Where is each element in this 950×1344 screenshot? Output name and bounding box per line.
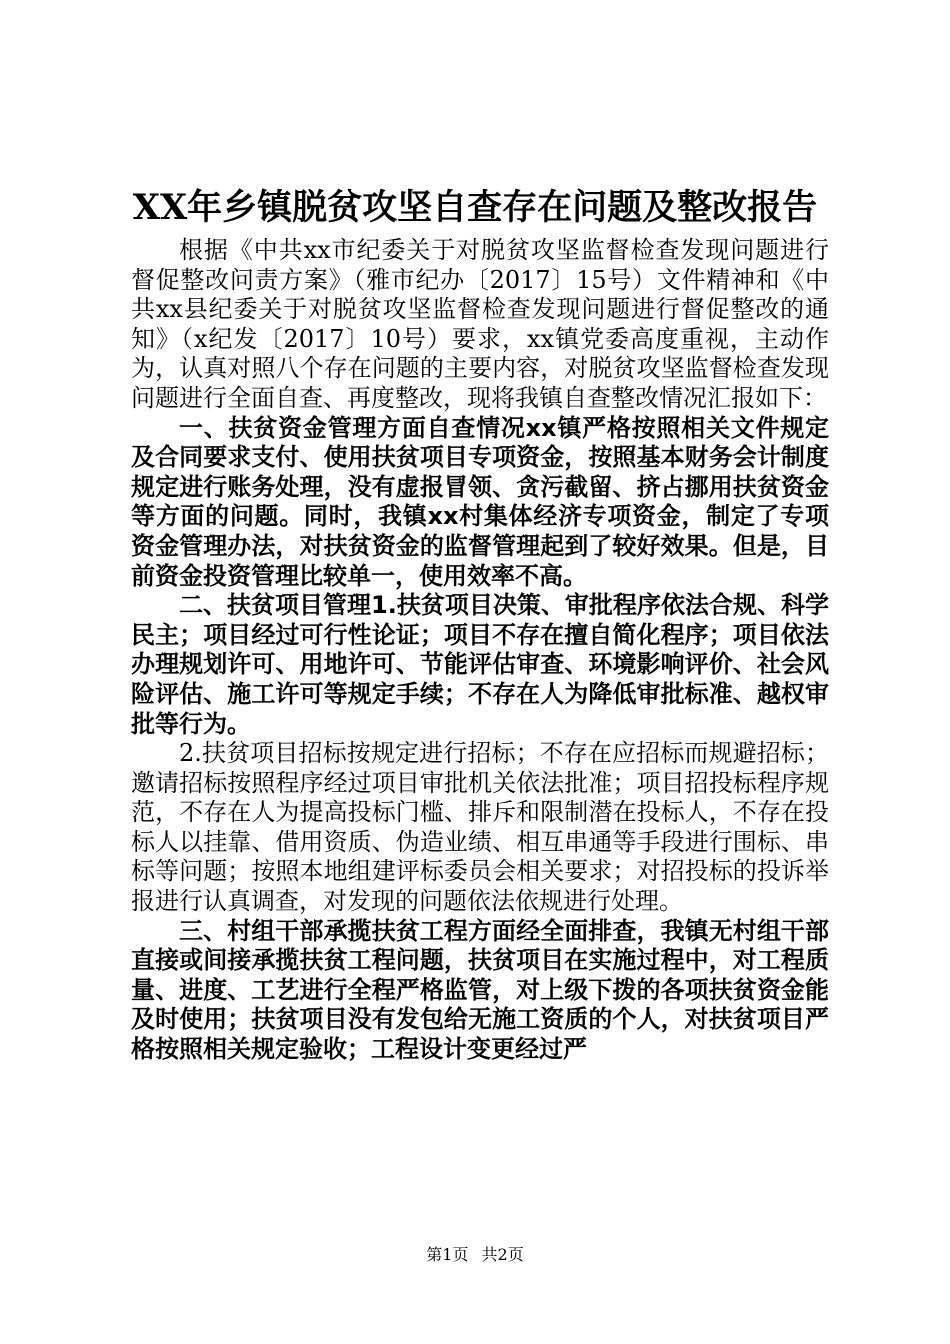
page-total: 共2页 [481, 1245, 524, 1264]
section-2-paragraph: 二、扶贫项目管理1.扶贫项目决策、审批程序依法合规、科学民主；项目经过可行性论证；项目不存在擅自简化程序；项目依法办理规划许可、用地许可、节能评估审查、环境影响评价、社会风险评估、施工许可等规定手续；不存在人为降低审批标准、越权审批等行为。 [131, 591, 829, 738]
page-footer [0, 1244, 950, 1266]
document-body [131, 236, 829, 1065]
section-1-paragraph: 一、扶贫资金管理方面自查情况xx镇严格按照相关文件规定及合同要求支付、使用扶贫项目专项资金，按照基本财务会计制度规定进行账务处理，没有虚报冒领、贪污截留、挤占挪用扶贫资金等方面的问题。同时，我镇xx村集体经济专项资金，制定了专项资金管理办法，对扶贫资金的监督管理起到了较好效果。但是，目前资金投资管理比较单一，使用效率不高。 [131, 413, 829, 590]
section-2-item-2-paragraph: 2.扶贫项目招标按规定进行招标；不存在应招标而规避招标；邀请招标按照程序经过项目审批机关依法批准；项目招投标程序规范，不存在人为提高投标门槛、排斥和限制潜在投标人，不存在投标人以挂靠、借用资质、伪造业绩、相互串通等手段进行围标、串标等问题；按照本地组建评标委员会相关要求；对招投标的投诉举报进行认真调查，对发现的问题依法依规进行处理。 [131, 739, 829, 916]
page-number: 第1页 [426, 1245, 469, 1264]
section-3-paragraph: 三、村组干部承揽扶贫工程方面经全面排查，我镇无村组干部直接或间接承揽扶贫工程问题，扶贫项目在实施过程中，对工程质量、进度、工艺进行全程严格监管，对上级下拨的各项扶贫资金能及时使用；扶贫项目没有发包给无施工资质的个人，对扶贫项目严格按照相关规定验收；工程设计变更经过严 [131, 916, 829, 1064]
intro-paragraph: 根据《中共xx市纪委关于对脱贫攻坚监督检查发现问题进行督促整改问责方案》（雅市纪办〔2017〕15号）文件精神和《中共xx县纪委关于对脱贫攻坚监督检查发现问题进行督促整改的通知》（x纪发〔2017〕10号）要求，xx镇党委高度重视，主动作为，认真对照八个存在问题的主要内容，对脱贫攻坚监督检查发现问题进行全面自查、再度整改，现将我镇自查整改情况汇报如下： [131, 236, 829, 412]
document-title: XX年乡镇脱贫攻坚自查存在问题及整改报告 [132, 187, 818, 228]
